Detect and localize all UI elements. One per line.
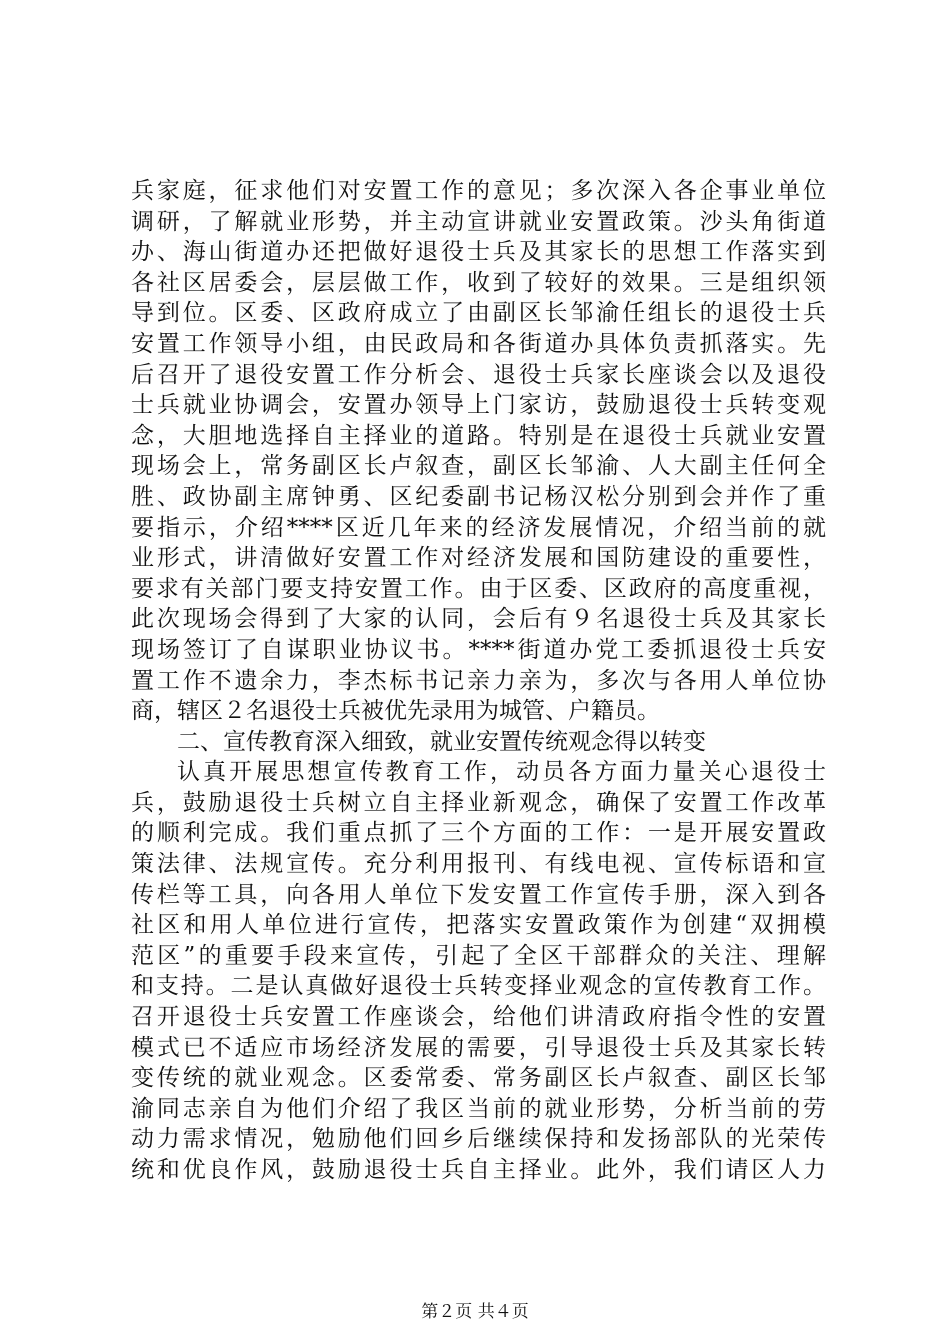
- text-line: 此次现场会得到了大家的认同，会后有９名退役士兵及其家长: [131, 606, 826, 633]
- text-line: 模式已不适应市场经济发展的需要，引导退役士兵及其家长转: [131, 1034, 826, 1061]
- text-line: 传栏等工具，向各用人单位下发安置工作宣传手册，深入到各: [131, 881, 826, 908]
- text-line: 渝同志亲自为他们介绍了我区当前的就业形势，分析当前的劳: [131, 1095, 826, 1122]
- text-line: 安置工作领导小组，由民政局和各街道办具体负责抓落实。先: [131, 330, 826, 357]
- text-line: 士兵就业协调会，安置办领导上门家访，鼓励退役士兵转变观: [131, 392, 826, 419]
- text-line: 变传统的就业观念。区委常委、常务副区长卢叙查、副区长邹: [131, 1065, 826, 1092]
- text-line: 置工作不遗余力，李杰标书记亲力亲为，多次与各用人单位协: [131, 667, 826, 694]
- text-line: 办、海山街道办还把做好退役士兵及其家长的思想工作落实到: [131, 239, 826, 266]
- text-line: 社区和用人单位进行宣传，把落实安置政策作为创建“双拥模: [131, 912, 826, 939]
- text-line: 商，辖区２名退役士兵被优先录用为城管、户籍员。: [131, 698, 660, 725]
- text-line: 兵家庭，征求他们对安置工作的意见；多次深入各企事业单位: [131, 178, 826, 204]
- text-line: 召开退役士兵安置工作座谈会，给他们讲清政府指令性的安置: [131, 1004, 826, 1031]
- text-line: 范区”的重要手段来宣传，引起了全区干部群众的关注、理解: [131, 942, 826, 969]
- section-heading: 二、宣传教育深入细致，就业安置传统观念得以转变: [177, 728, 706, 755]
- text-line: 认真开展思想宣传教育工作，动员各方面力量关心退役士: [177, 759, 826, 786]
- text-line: 现场签订了自谋职业协议书。****街道办党工委抓退役士兵安: [131, 636, 826, 663]
- text-line: 的顺利完成。我们重点抓了三个方面的工作：一是开展安置政: [131, 820, 826, 847]
- text-line: 要求有关部门要支持安置工作。由于区委、区政府的高度重视，: [131, 575, 826, 602]
- text-line: 动力需求情况，勉励他们回乡后继续保持和发扬部队的光荣传: [131, 1126, 826, 1153]
- text-line: 策法律、法规宣传。充分利用报刊、有线电视、宣传标语和宣: [131, 851, 826, 878]
- page-number-footer: 第２页 共４页: [421, 1302, 529, 1322]
- text-line: 胜、政协副主席钟勇、区纪委副书记杨汉松分别到会并作了重: [131, 483, 826, 510]
- text-line: 和支持。二是认真做好退役士兵转变择业观念的宣传教育工作。: [131, 973, 826, 1000]
- text-line: 业形式，讲清做好安置工作对经济发展和国防建设的重要性，: [131, 545, 826, 572]
- document-body: [131, 176, 826, 1186]
- text-line: 兵，鼓励退役士兵树立自主择业新观念，确保了安置工作改革: [131, 789, 826, 816]
- text-line: 调研，了解就业形势，并主动宣讲就业安置政策。沙头角街道: [131, 208, 826, 235]
- text-line: 现场会上，常务副区长卢叙查，副区长邹渝、人大副主任何全: [131, 453, 826, 480]
- text-line: 各社区居委会，层层做工作，收到了较好的效果。三是组织领: [131, 269, 826, 296]
- text-line: 统和优良作风，鼓励退役士兵自主择业。此外，我们请区人力: [131, 1157, 826, 1183]
- text-line: 要指示，介绍****区近几年来的经济发展情况，介绍当前的就: [131, 514, 826, 541]
- text-line: 念，大胆地选择自主择业的道路。特别是在退役士兵就业安置: [131, 422, 826, 449]
- text-line: 后召开了退役安置工作分析会、退役士兵家长座谈会以及退役: [131, 361, 826, 388]
- text-line: 导到位。区委、区政府成立了由副区长邹渝任组长的退役士兵: [131, 300, 826, 327]
